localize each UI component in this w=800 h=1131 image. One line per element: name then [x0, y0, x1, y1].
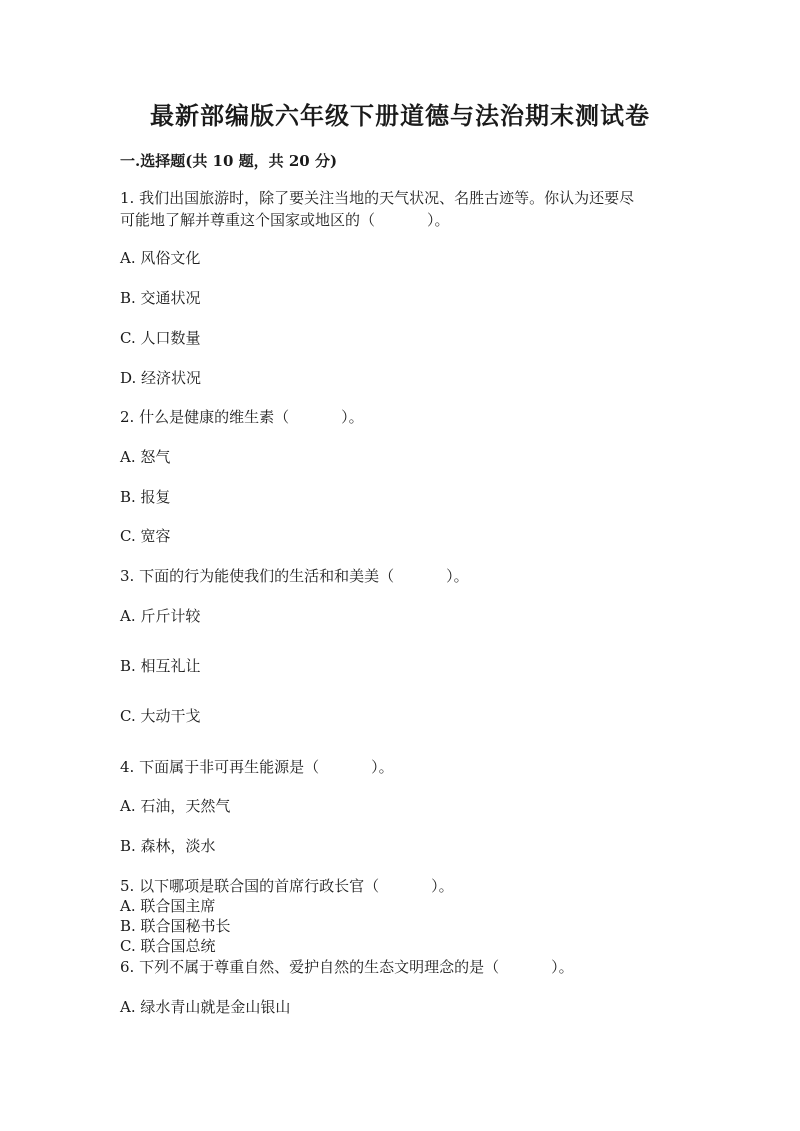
question-1-stem-line-1: 1. 我们出国旅游时，除了要关注当地的天气状况、名胜古迹等。你认为还要尽 [120, 189, 635, 207]
question-1-option-c: C. 人口数量 [120, 329, 201, 347]
question-4-stem-text: 4. 下面属于非可再生能源是（ [120, 758, 320, 776]
question-5-option-c: C. 联合国总统 [120, 937, 216, 955]
question-3-stem [120, 566, 469, 586]
question-6-option-a: A. 绿水青山就是金山银山 [120, 998, 291, 1016]
section-heading: 一.选择题(共 10 题，共 20 分) [120, 152, 338, 170]
question-3-option-a: A. 斤斤计较 [120, 607, 201, 625]
question-5-option-a: A. 联合国主席 [120, 897, 216, 915]
question-2-stem [120, 407, 364, 427]
question-4-option-a: A. 石油，天然气 [120, 797, 231, 815]
question-2-stem-end: ）。 [341, 408, 364, 426]
question-2-option-c: C. 宽容 [120, 527, 171, 545]
question-3-option-b: B. 相互礼让 [120, 657, 201, 675]
question-5-stem-text: 5. 以下哪项是联合国的首席行政长官（ [120, 877, 380, 895]
question-1-option-d: D. 经济状况 [120, 369, 202, 387]
question-2-option-a: A. 怒气 [120, 448, 171, 466]
question-5-stem-end: ）。 [431, 877, 454, 895]
question-1-stem-text: 可能地了解并尊重这个国家或地区的（ [120, 211, 376, 229]
question-1-stem-line-2 [120, 210, 450, 230]
question-1-option-a: A. 风俗文化 [120, 249, 201, 267]
question-5-option-b: B. 联合国秘书长 [120, 917, 231, 935]
question-6-stem-text: 6. 下列不属于尊重自然、爱护自然的生态文明理念的是（ [120, 958, 500, 976]
question-5-stem [120, 876, 454, 896]
question-1-stem-end: ）。 [427, 211, 450, 229]
question-6-stem-end: ）。 [551, 958, 574, 976]
page-title: 最新部编版六年级下册道德与法治期末测试卷 [150, 101, 650, 130]
question-1-option-b: B. 交通状况 [120, 289, 201, 307]
question-2-option-b: B. 报复 [120, 488, 171, 506]
question-4-option-b: B. 森林，淡水 [120, 837, 216, 855]
question-3-stem-end: ）。 [446, 567, 469, 585]
question-2-stem-text: 2. 什么是健康的维生素（ [120, 408, 290, 426]
question-3-option-c: C. 大动干戈 [120, 707, 201, 725]
question-4-stem-end: ）。 [371, 758, 394, 776]
question-6-stem [120, 957, 574, 977]
question-3-stem-text: 3. 下面的行为能使我们的生活和和美美（ [120, 567, 395, 585]
question-4-stem [120, 757, 394, 777]
